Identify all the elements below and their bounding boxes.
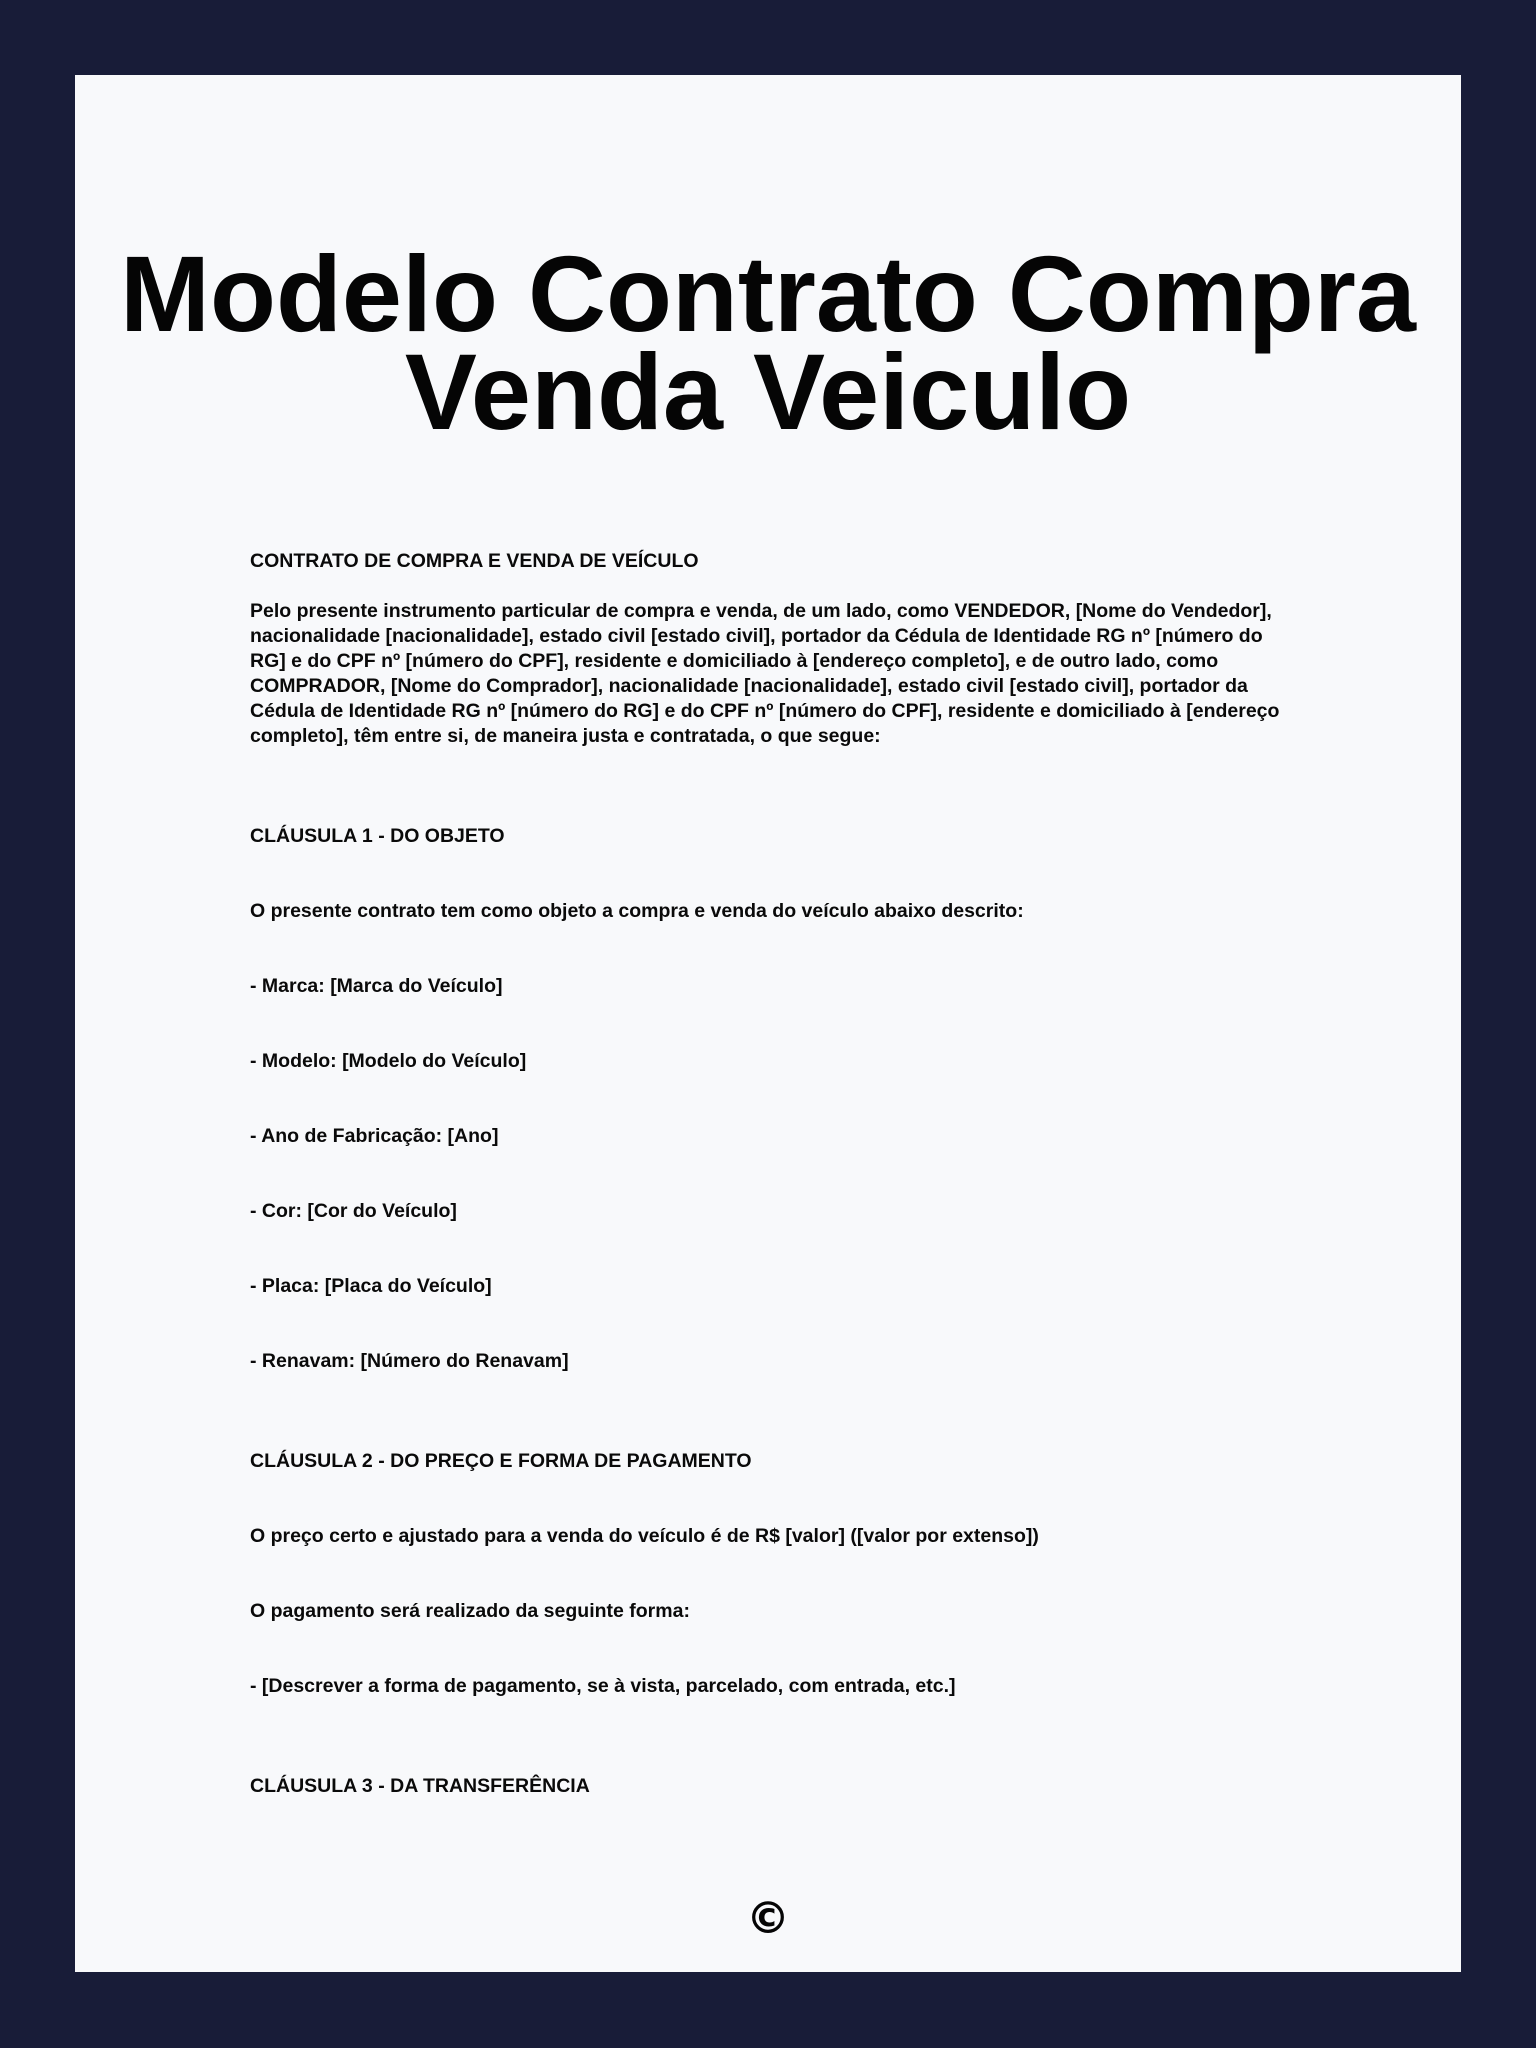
vehicle-plate-item: - Placa: [Placa do Veículo] [250, 1275, 492, 1297]
vehicle-renavam-item: - Renavam: [Número do Renavam] [250, 1350, 569, 1372]
vehicle-brand-item: - Marca: [Marca do Veículo] [250, 975, 503, 997]
clause-2-heading: CLÁUSULA 2 - DO PREÇO E FORMA DE PAGAMENTO [250, 1450, 752, 1472]
clause-2-price-text: O preço certo e ajustado para a venda do veículo é de R$ [valor] ([valor por extenso]) [250, 1525, 1039, 1547]
clause-1-text: O presente contrato tem como objeto a compra e venda do veículo abaixo descrito: [250, 900, 1024, 922]
clause-3-heading: CLÁUSULA 3 - DA TRANSFERÊNCIA [250, 1775, 590, 1797]
vehicle-model-item: - Modelo: [Modelo do Veículo] [250, 1050, 527, 1072]
document-page [75, 75, 1461, 1972]
document-title: Modelo Contrato Compra Venda Veiculo [120, 233, 1416, 452]
contract-heading: CONTRATO DE COMPRA E VENDA DE VEÍCULO [250, 550, 699, 572]
vehicle-year-item: - Ano de Fabricação: [Ano] [250, 1125, 499, 1147]
clause-2-payment-item: - [Descrever a forma de pagamento, se à vista, parcelado, com entrada, etc.] [250, 1675, 956, 1697]
intro-paragraph: Pelo presente instrumento particular de compra e venda, de um lado, como VENDEDOR, [Nome do Vendedor], nacionalidade [nacionalidade], estado civil [estado civil], portador da Cédula de Identidade RG nº [número do RG] e do CPF nº [número do CPF], residente e domiciliado à [endereço completo], e de outro lado, como COMPRADOR, [Nome do Comprador], nacionalidade [nacionalidade], estado civil [estado civil], portador da Cédula de Identidade RG nº [número do RG] e do CPF nº [número do CPF], residente e domiciliado à [endereço completo], têm entre si, de maneira justa e contratada, o que segue: [250, 600, 1280, 747]
clause-2-payment-text: O pagamento será realizado da seguinte forma: [250, 1600, 690, 1622]
copyright-icon: © [746, 1893, 790, 1944]
vehicle-color-item: - Cor: [Cor do Veículo] [250, 1200, 457, 1222]
clause-1-heading: CLÁUSULA 1 - DO OBJETO [250, 825, 505, 847]
